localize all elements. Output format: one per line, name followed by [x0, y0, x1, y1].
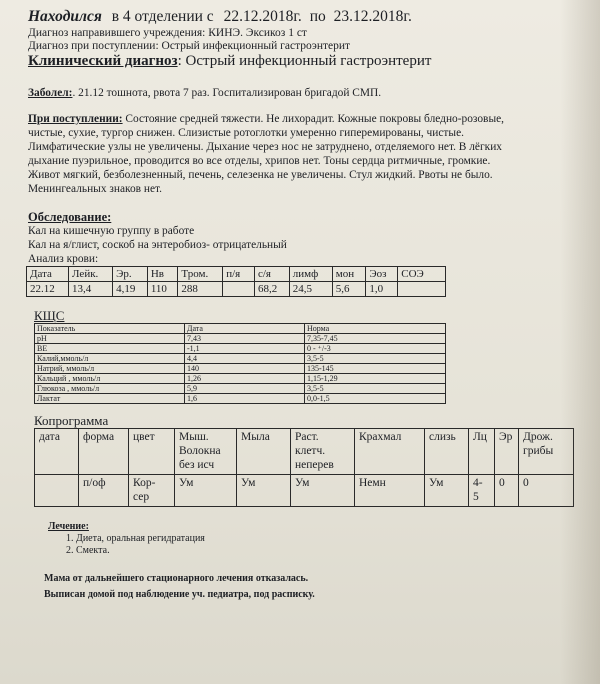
copro-header: цвет: [129, 429, 175, 475]
clinical-diagnosis-text: : Острый инфекционный гастроэнтерит: [177, 53, 432, 69]
kshs-cell: pH: [35, 334, 185, 344]
stay-label: Находился: [28, 8, 102, 25]
copro-header: дата: [35, 429, 79, 475]
closing-line: Выписан домой под наблюдение уч. педиатра, под расписку.: [44, 589, 315, 600]
examination-line-1: Кал на я/глист, соскоб на энтеробиоз- отрицательный: [28, 239, 287, 251]
admission-status-line-1: чистые, сухие, тургор снижен. Слизистые ротоглотки умеренно гиперемированы, чистые.: [28, 127, 464, 139]
closing-line: Мама от дальнейшего стационарного лечения отказалась.: [44, 573, 309, 584]
kshs-cell: 0,0-1,5: [305, 394, 446, 404]
admission-status: [28, 112, 586, 196]
kshs-cell: Глюкоза , ммоль/л: [35, 384, 185, 394]
blood-header: с/я: [254, 267, 289, 282]
kshs-header: Показатель: [35, 324, 185, 334]
kshs-cell: -1,1: [185, 344, 305, 354]
admission-status-line-0: [28, 112, 586, 126]
blood-cell: 22.12: [27, 282, 69, 297]
admission-status-text-0: Состояние средней тяжести. Не лихорадит. Кожные покровы бледно-розовые,: [122, 113, 504, 125]
copro-label: Копрограмма: [34, 413, 109, 428]
copro-table: [34, 428, 574, 507]
copro-cell: Ум: [291, 475, 355, 507]
kshs-header: Норма: [305, 324, 446, 334]
blood-header: Лейк.: [69, 267, 113, 282]
clinical-diagnosis-label: Клинический диагноз: [28, 53, 178, 69]
blood-header: лимф: [289, 267, 332, 282]
kshs-header-row: [35, 324, 446, 334]
kshs-cell: 7,43: [185, 334, 305, 344]
copro-header: Мыла: [237, 429, 291, 475]
kshs-cell: Кальций , ммоль/л: [35, 374, 185, 384]
stay-line: [28, 8, 586, 26]
examination-line-0: Кал на кишечную группу в работе: [28, 225, 195, 237]
blood-header: Эр.: [113, 267, 148, 282]
closing: [44, 571, 586, 603]
admission-diagnosis: Диагноз при поступлении: Острый инфекционный гастроэнтерит: [28, 40, 351, 52]
copro-cell: Ум: [175, 475, 237, 507]
admission-status-label: При поступлении:: [28, 113, 123, 125]
copro-cell: [35, 475, 79, 507]
copro-cell: 0: [519, 475, 574, 507]
kshs-row: [35, 364, 446, 374]
examination-line-2: Анализ крови:: [28, 253, 99, 265]
blood-header: Тром.: [178, 267, 223, 282]
kshs-cell: 140: [185, 364, 305, 374]
copro-header: форма: [79, 429, 129, 475]
kshs-cell: Натрий, ммоль/л: [35, 364, 185, 374]
blood-cell: 68,2: [254, 282, 289, 297]
copro-cell: Ум: [425, 475, 469, 507]
treatment-item: 1. Диета, оральная регидратация: [66, 533, 205, 544]
kshs-header: Дата: [185, 324, 305, 334]
kshs-cell: 1,15-1,29: [305, 374, 446, 384]
blood-cell: 288: [178, 282, 223, 297]
kshs-label: КЩС: [34, 308, 65, 323]
blood-cell: 1,0: [366, 282, 398, 297]
kshs-row: [35, 384, 446, 394]
date-from: 22.12.2018г.: [223, 8, 302, 25]
examination-label: Обследование:: [28, 210, 112, 224]
copro-header: Крахмал: [355, 429, 425, 475]
copro-cell: Немн: [355, 475, 425, 507]
kshs-table: [34, 323, 446, 404]
kshs-cell: 135-145: [305, 364, 446, 374]
kshs-cell: 5,9: [185, 384, 305, 394]
treatment-label: Лечение:: [48, 521, 89, 532]
copro-header: Лц: [469, 429, 495, 475]
copro-value-row: [35, 475, 574, 507]
blood-header: Эоз: [366, 267, 398, 282]
copro-header: слизь: [425, 429, 469, 475]
referral-diagnosis: Диагноз направившего учреждения: КИНЭ. Эксикоз 1 ст: [28, 27, 307, 39]
blood-header: п/я: [223, 267, 255, 282]
blood-cell: [398, 282, 446, 297]
kshs-cell: BE: [35, 344, 185, 354]
kshs-cell: Лактат: [35, 394, 185, 404]
copro-cell: п/оф: [79, 475, 129, 507]
blood-cell: 110: [147, 282, 178, 297]
blood-cell: 5,6: [332, 282, 366, 297]
examination: [28, 210, 586, 266]
date-sep: по: [309, 8, 326, 25]
kshs-cell: 7,35-7,45: [305, 334, 446, 344]
clinical-diagnosis: [28, 53, 586, 70]
kshs-row: [35, 344, 446, 354]
onset: [28, 86, 586, 100]
kshs-cell: 1,6: [185, 394, 305, 404]
blood-value-row: [27, 282, 446, 297]
copro-header-row: [35, 429, 574, 475]
stay-text: в 4 отделении с: [111, 8, 214, 25]
blood-cell: 13,4: [69, 282, 113, 297]
copro-header: Раст. клетч. неперев: [291, 429, 355, 475]
copro-cell: Кор- сер: [129, 475, 175, 507]
copro-cell: Ум: [237, 475, 291, 507]
kshs-cell: 0 - ⁺/-3: [305, 344, 446, 354]
kshs-row: [35, 394, 446, 404]
date-to: 23.12.2018г.: [333, 8, 412, 25]
kshs-cell: 3,5-5: [305, 354, 446, 364]
admission-status-line-5: Менингеальных знаков нет.: [28, 183, 163, 195]
kshs-cell: 1,26: [185, 374, 305, 384]
copro-cell: 0: [495, 475, 519, 507]
blood-header: СОЭ: [398, 267, 446, 282]
blood-header: Нв: [147, 267, 178, 282]
kshs-cell: Калий,ммоль/л: [35, 354, 185, 364]
copro-header: Дрож. грибы: [519, 429, 574, 475]
kshs-cell: 3,5-5: [305, 384, 446, 394]
treatment-item: 2. Смекта.: [66, 545, 110, 556]
blood-header: мон: [332, 267, 366, 282]
admission-status-line-2: Лимфатические узлы не увеличены. Дыхание через нос не затруднено, отделяемого нет. В лёгких: [28, 141, 502, 153]
copro-cell: 4- 5: [469, 475, 495, 507]
kshs-row: [35, 374, 446, 384]
treatment: [48, 521, 586, 557]
blood-header-row: [27, 267, 446, 282]
kshs-cell: 4,4: [185, 354, 305, 364]
blood-header: Дата: [27, 267, 69, 282]
onset-text: . 21.12 тошнота, рвота 7 раз. Госпитализирован бригадой СМП.: [72, 87, 382, 99]
onset-label: Заболел:: [28, 87, 73, 99]
admission-status-line-4: Живот мягкий, безболезненный, печень, селезенка не увеличены. Стул жидкий. Рвоты не было.: [28, 169, 493, 181]
blood-cell: 4,19: [113, 282, 148, 297]
kshs-row: [35, 354, 446, 364]
copro-header: Мыш. Волокна без исч: [175, 429, 237, 475]
kshs-row: [35, 334, 446, 344]
blood-table: [26, 266, 446, 297]
blood-cell: [223, 282, 255, 297]
copro-header: Эр: [495, 429, 519, 475]
blood-cell: 24,5: [289, 282, 332, 297]
admission-status-line-3: дыхание пуэрильное, проводится во все отделы, хрипов нет. Тоны сердца ритмичные, громкие.: [28, 155, 491, 167]
